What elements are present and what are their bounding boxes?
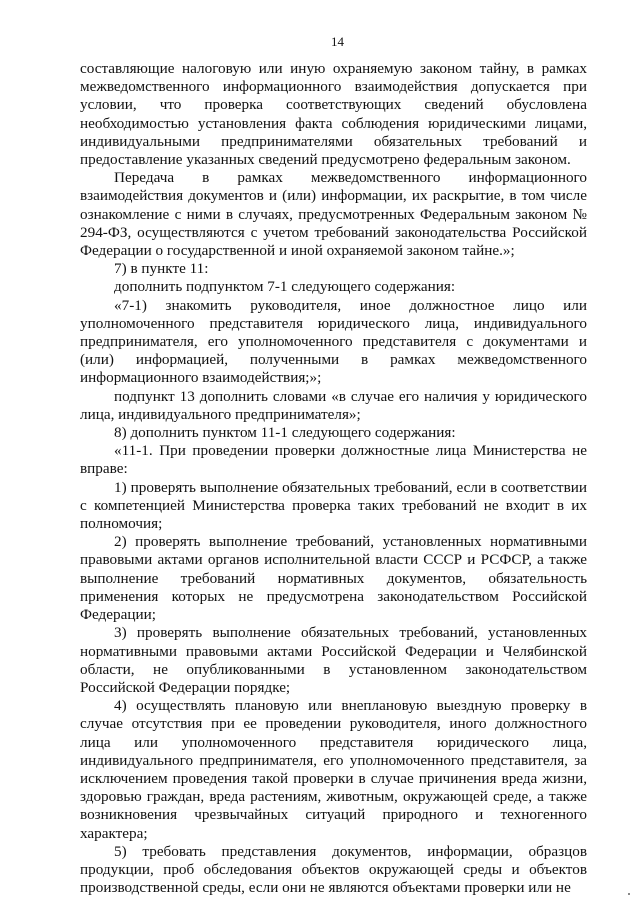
paragraph-10: 2) проверять выполнение требований, установленных нормативными правовыми актами органов исполнительной власти СССР и РСФСР, а также выполнение требований нормативных документов, обязательность применения которых не предусмотрена законодательством Российской Федерации;: [80, 533, 587, 624]
page-number: 14: [331, 34, 344, 49]
paragraph-3: 7) в пункте 11:: [114, 260, 209, 278]
paragraph-5: «7-1) знакомить руководителя, иное должностное лицо или уполномоченного представителя юридического лица, индивидуального предпринимателя, его уполномоченного представителя с документами и (или) информацией, полученными в рамках межведомственного информационного взаимодействия;»;: [80, 296, 587, 387]
paragraph-7: 8) дополнить пунктом 11-1 следующего содержания:: [114, 424, 456, 442]
paragraph-13: 5) требовать представления документов, информации, образцов продукции, проб обследования объектов окружающей среды и объектов производственной среды, если они не являются объектами проверки или не: [80, 842, 587, 897]
paragraph-2: Передача в рамках межведомственного информационного взаимодействия документов и (или) информации, их раскрытие, в том числе ознакомление с ними в случаях, предусмотренных Федеральным законом № 294-ФЗ, осуществляются с учетом требований законодательства Российской Федерации о государственной и иной охраняемой законом тайне.»;: [80, 169, 587, 260]
document-body: [80, 60, 587, 897]
paragraph-6: подпункт 13 дополнить словами «в случае его наличия у юридического лица, индивидуального предпринимателя»;: [80, 387, 587, 423]
scan-dot-mark: [628, 893, 630, 895]
paragraph-1: составляющие налоговую или иную охраняемую законом тайну, в рамках межведомственного информационного взаимодействия допускается при условии, что проверка соответствующих сведений обусловлена необходимостью установления факта соблюдения юридическими лицами, индивидуальными предпринимателями обязательных требований и предоставление указанных сведений предусмотрено федеральным законом.: [80, 60, 587, 169]
paragraph-9: 1) проверять выполнение обязательных требований, если в соответствии с компетенцией Министерства проверка таких требований не входит в их полномочия;: [80, 478, 587, 533]
paragraph-8: «11-1. При проведении проверки должностные лица Министерства не вправе:: [80, 442, 587, 478]
paragraph-12: 4) осуществлять плановую или внеплановую выездную проверку в случае отсутствия при ее проведении руководителя, иного должностного лица или уполномоченного представителя юридического лица, индивидуального предпринимателя, его уполномоченного представителя, за исключением проведения такой проверки в случае причинения вреда жизни, здоровью граждан, вреда растениям, животным, окружающей среде, а также возникновения чрезвычайных ситуаций природного и техногенного характера;: [80, 697, 587, 842]
paragraph-11: 3) проверять выполнение обязательных требований, установленных нормативными правовыми актами Российской Федерации и Челябинской области, не опубликованными в установленном законодательством Российской Федерации порядке;: [80, 624, 587, 696]
paragraph-4: дополнить подпунктом 7-1 следующего содержания:: [114, 278, 456, 296]
